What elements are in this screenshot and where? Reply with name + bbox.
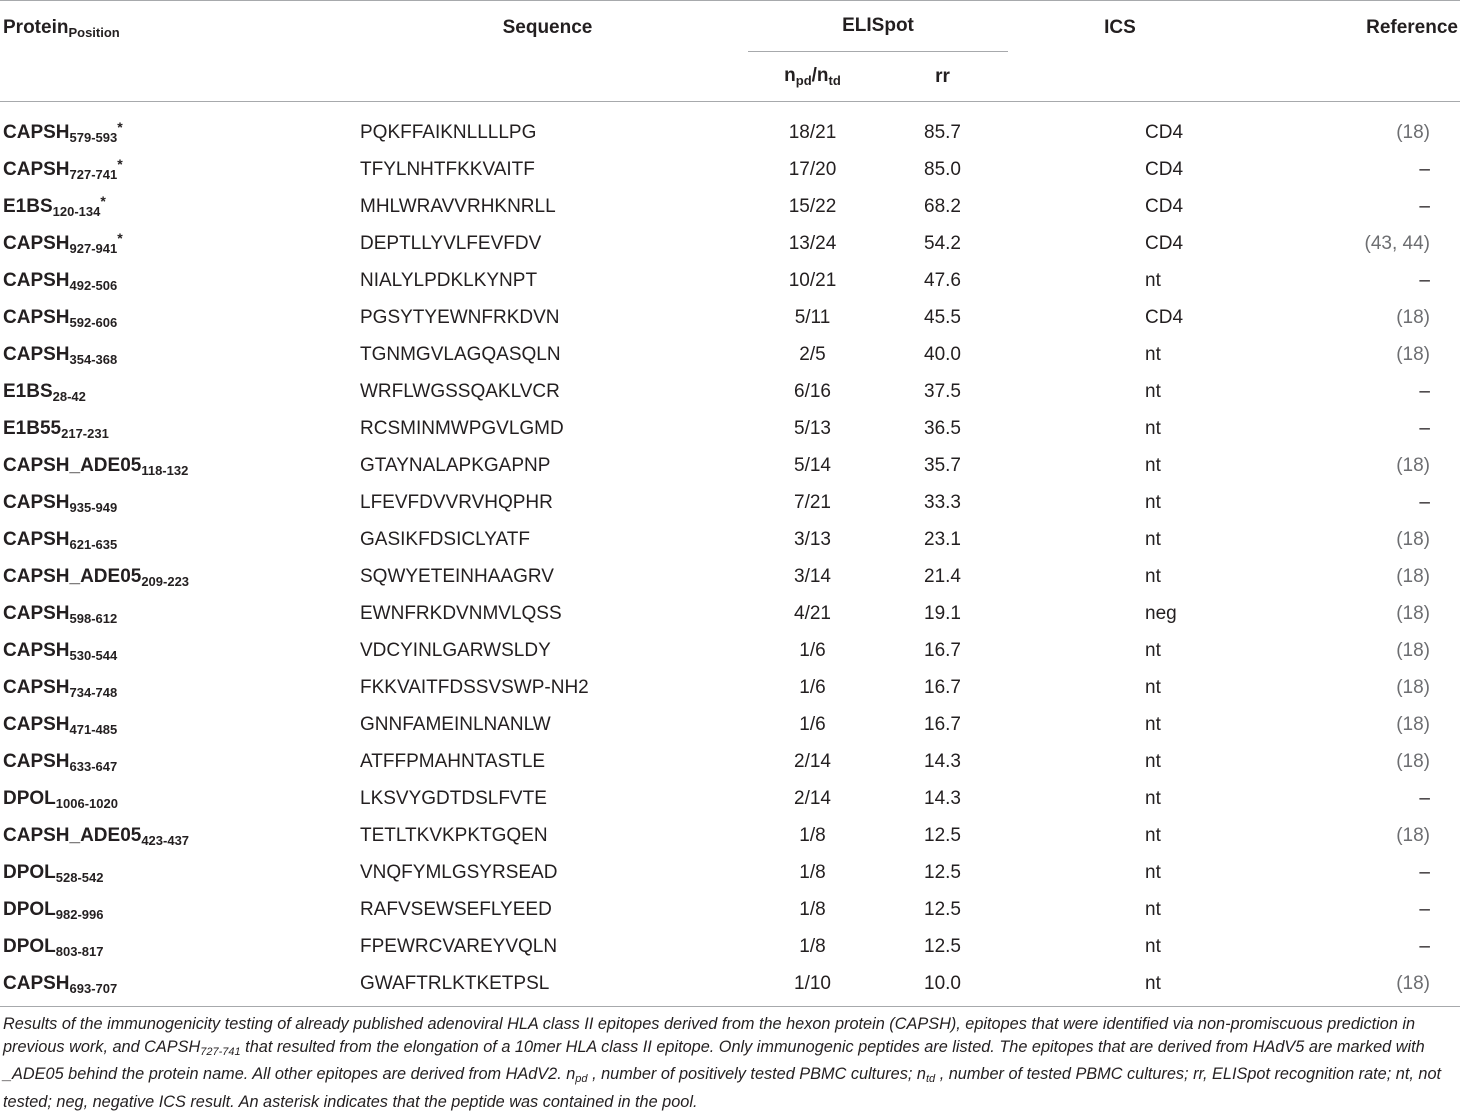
cell-npd-ntd: 7/21 [794, 492, 831, 513]
cell-sequence: NIALYLPDKLKYNPT [360, 270, 538, 291]
cell-sequence: GWAFTRLKTKETPSL [350, 965, 745, 1007]
cell-reference: (18) [1396, 566, 1430, 587]
header-reference: Reference [1235, 1, 1460, 102]
cell-npd-ntd: 1/6 [799, 677, 826, 698]
cell-npd-ntd: 1/6 [799, 714, 826, 735]
cell-rr: 35.7 [924, 455, 961, 476]
cell-sequence: LFEVFDVVRVHQPHR [360, 492, 553, 513]
cell-sequence: SQWYETEINHAAGRV [360, 566, 554, 587]
cell-rr: 37.5 [924, 381, 961, 402]
cell-reference: – [1419, 788, 1430, 809]
cell-rr: 16.7 [924, 640, 961, 661]
cell-protein: $E1B55_{217-231}$ [3, 418, 109, 441]
cell-sequence: RCSMINMWPGVLGMD [360, 418, 564, 439]
cell-protein: $CAPSH_{592-606}$ [3, 307, 118, 330]
cell-npd-ntd: 5/14 [794, 455, 831, 476]
cell-reference: (18) [1396, 122, 1430, 143]
cell-protein: $CAPSH_{927-941}^*$ [3, 230, 123, 256]
cell-protein: $CAPSH_{633-647}$ [3, 751, 118, 774]
cell-protein: $CAPSH\_ADE05_{209-223}$ [3, 566, 190, 589]
cell-ics: CD4 [1145, 122, 1184, 143]
cell-reference: – [1419, 196, 1430, 217]
cell-rr: 14.3 [924, 788, 961, 809]
header-ics: ICS [1005, 1, 1235, 102]
table-row [0, 484, 1460, 521]
cell-ics: nt [1005, 965, 1235, 1007]
cell-ics: nt [1145, 640, 1161, 661]
cell-sequence: VNQFYMLGSYRSEAD [360, 862, 558, 883]
cell-rr: 19.1 [924, 603, 961, 624]
cell-npd-ntd: 2/14 [794, 751, 831, 772]
cell-rr: 12.5 [924, 899, 961, 920]
cell-rr: 36.5 [924, 418, 961, 439]
cell-ics: nt [1145, 936, 1161, 957]
cell-sequence: GTAYNALAPKGAPNP [360, 455, 551, 476]
cell-npd-ntd: 3/13 [794, 529, 831, 550]
cell-rr: 45.5 [924, 307, 961, 328]
cell-protein: $DPOL_{803-817}$ [3, 936, 104, 959]
table-row [0, 336, 1460, 373]
header-elispot: ELISpot [745, 1, 1005, 53]
table-row [0, 558, 1460, 595]
cell-sequence: VDCYINLGARWSLDY [360, 640, 551, 661]
cell-npd-ntd: 1/8 [799, 936, 826, 957]
cell-protein: $E1BS_{28-42}$ [3, 381, 86, 404]
cell-protein: $CAPSH_{492-506}$ [3, 270, 118, 293]
cell-ics: nt [1145, 381, 1161, 402]
cell-rr: 12.5 [924, 862, 961, 883]
cell-ics: nt [1145, 418, 1161, 439]
cell-reference: (18) [1396, 677, 1430, 698]
cell-reference: (18) [1396, 751, 1430, 772]
table-row [0, 410, 1460, 447]
cell-rr: 54.2 [924, 233, 961, 254]
cell-npd-ntd: 5/11 [794, 307, 831, 328]
cell-sequence: GNNFAMEINLNANLW [360, 714, 551, 735]
cell-rr: 33.3 [924, 492, 961, 513]
cell-npd-ntd: 17/20 [788, 159, 837, 180]
cell-reference: – [1419, 862, 1430, 883]
cell-npd-ntd: 18/21 [788, 122, 837, 143]
cell-protein: $CAPSH_{727-741}^*$ [3, 156, 123, 182]
cell-npd-ntd: 15/22 [788, 196, 837, 217]
cell-rr: 47.6 [924, 270, 961, 291]
cell-protein: $DPOL_{528-542}$ [3, 862, 104, 885]
cell-npd-ntd: 1/10 [745, 965, 880, 1007]
cell-ics: CD4 [1145, 159, 1184, 180]
cell-rr: 21.4 [924, 566, 961, 587]
cell-reference: (18) [1396, 529, 1430, 550]
cell-reference: (18) [1396, 603, 1430, 624]
table-row [0, 447, 1460, 484]
cell-ics: neg [1145, 603, 1177, 624]
cell-ics: nt [1145, 492, 1161, 513]
cell-ics: nt [1145, 529, 1161, 550]
cell-sequence: PQKFFAIKNLLLLPG [360, 122, 537, 143]
table-row [0, 151, 1460, 188]
cell-sequence: ATFFPMAHNTASTLE [360, 751, 546, 772]
table-header [0, 1, 1460, 102]
cell-rr: 23.1 [924, 529, 961, 550]
table-row [0, 521, 1460, 558]
cell-protein: $CAPSH_{471-485}$ [3, 714, 118, 737]
cell-rr: 68.2 [924, 196, 961, 217]
table-row [0, 743, 1460, 780]
cell-protein: $CAPSH_{935-949}$ [3, 492, 118, 515]
table-row [0, 632, 1460, 669]
table-row [0, 373, 1460, 410]
cell-protein: $CAPSH_{621-635}$ [3, 529, 118, 552]
cell-npd-ntd: 2/14 [794, 788, 831, 809]
cell-rr: 16.7 [924, 677, 961, 698]
cell-ics: nt [1145, 344, 1161, 365]
header-npd-ntd: $n_{pd}/n_{td}$ [784, 65, 841, 88]
table-row [0, 225, 1460, 262]
cell-sequence: TETLTKVKPKTGQEN [360, 825, 548, 846]
cell-sequence: GASIKFDSICLYATF [360, 529, 530, 550]
cell-rr: 10.0 [880, 965, 1005, 1007]
cell-sequence: FKKVAITFDSSVSWP-NH2 [360, 677, 589, 698]
cell-ics: nt [1145, 566, 1161, 587]
cell-reference: – [1419, 270, 1430, 291]
cell-reference: (18) [1396, 455, 1430, 476]
cell-rr: 14.3 [924, 751, 961, 772]
cell-ics: CD4 [1145, 196, 1184, 217]
cell-npd-ntd: 6/16 [794, 381, 831, 402]
cell-ics: nt [1145, 714, 1161, 735]
cell-ics: nt [1145, 751, 1161, 772]
cell-protein: $CAPSH_{579-593}^*$ [3, 119, 123, 145]
cell-protein: $CAPSH_{693-707}$ [0, 965, 350, 1007]
cell-reference: – [1419, 936, 1430, 957]
table-row [0, 262, 1460, 299]
cell-sequence: DEPTLLYVLFEVFDV [360, 233, 542, 254]
cell-npd-ntd: 1/6 [799, 640, 826, 661]
cell-protein: $DPOL_{1006-1020}$ [3, 788, 118, 811]
cell-ics: nt [1145, 862, 1161, 883]
cell-npd-ntd: 1/8 [799, 899, 826, 920]
cell-reference: (43, 44) [1364, 233, 1430, 254]
cell-reference: (18) [1396, 344, 1430, 365]
table-row [0, 817, 1460, 854]
header-protein: Protein$_{Position}$ [0, 1, 350, 102]
cell-ics: CD4 [1145, 233, 1184, 254]
cell-reference: (18) [1396, 640, 1430, 661]
cell-sequence: LKSVYGDTDSLFVTE [360, 788, 547, 809]
cell-sequence: EWNFRKDVNMVLQSS [360, 603, 562, 624]
table-body [0, 102, 1460, 1007]
table-row [0, 706, 1460, 743]
header-sequence: Sequence [350, 1, 745, 102]
table-row [0, 188, 1460, 225]
cell-sequence: FPEWRCVAREYVQLN [360, 936, 558, 957]
cell-rr: 12.5 [924, 936, 961, 957]
table-row [0, 102, 1460, 152]
cell-rr: 16.7 [924, 714, 961, 735]
table-row [0, 965, 1460, 1007]
cell-protein: $DPOL_{982-996}$ [3, 899, 104, 922]
table-row [0, 854, 1460, 891]
table-row [0, 780, 1460, 817]
cell-npd-ntd: 13/24 [788, 233, 837, 254]
cell-protein: $CAPSH_{354-368}$ [3, 344, 118, 367]
table-row [0, 595, 1460, 632]
cell-rr: 85.7 [924, 122, 961, 143]
cell-npd-ntd: 1/8 [799, 862, 826, 883]
cell-rr: 12.5 [924, 825, 961, 846]
cell-ics: nt [1145, 825, 1161, 846]
table-row [0, 928, 1460, 965]
cell-protein: $CAPSH_{598-612}$ [3, 603, 118, 626]
cell-npd-ntd: 5/13 [794, 418, 831, 439]
cell-ics: nt [1145, 270, 1161, 291]
cell-sequence: MHLWRAVVRHKNRLL [360, 196, 556, 217]
cell-npd-ntd: 3/14 [794, 566, 831, 587]
cell-ics: nt [1145, 455, 1161, 476]
cell-reference: (18) [1235, 965, 1460, 1007]
table-row [0, 299, 1460, 336]
cell-protein: $E1BS_{120-134}^*$ [3, 193, 106, 219]
cell-protein: $CAPSH_{530-544}$ [3, 640, 118, 663]
cell-npd-ntd: 4/21 [794, 603, 831, 624]
cell-sequence: PGSYTYEWNFRKDVN [360, 307, 560, 328]
cell-reference: – [1419, 381, 1430, 402]
cell-protein: $CAPSH_{734-748}$ [3, 677, 118, 700]
cell-npd-ntd: 10/21 [788, 270, 837, 291]
cell-reference: (18) [1396, 825, 1430, 846]
cell-rr: 40.0 [924, 344, 961, 365]
cell-ics: CD4 [1145, 307, 1184, 328]
cell-ics: nt [1145, 899, 1161, 920]
cell-sequence: RAFVSEWSEFLYEED [360, 899, 552, 920]
cell-ics: nt [1145, 677, 1161, 698]
cell-reference: – [1419, 418, 1430, 439]
cell-sequence: WRFLWGSSQAKLVCR [360, 381, 560, 402]
cell-protein: $CAPSH\_ADE05_{118-132}$ [3, 455, 189, 478]
cell-reference: (18) [1396, 307, 1430, 328]
header-rr: rr [935, 65, 950, 87]
table-row [0, 891, 1460, 928]
cell-reference: (18) [1396, 714, 1430, 735]
cell-npd-ntd: 1/8 [799, 825, 826, 846]
cell-reference: – [1419, 899, 1430, 920]
cell-sequence: TGNMGVLAGQASQLN [360, 344, 561, 365]
cell-reference: – [1419, 492, 1430, 513]
table-row [0, 669, 1460, 706]
cell-npd-ntd: 2/5 [799, 344, 826, 365]
cell-ics: nt [1145, 788, 1161, 809]
cell-reference: – [1419, 159, 1430, 180]
cell-protein: $CAPSH\_ADE05_{423-437}$ [3, 825, 190, 848]
cell-rr: 85.0 [924, 159, 961, 180]
cell-sequence: TFYLNHTFKKVAITF [360, 159, 535, 180]
table-caption: Results of the immunogenicity testing of already published adenoviral HLA class II epitopes derived from the hexon protein (CAPSH), epitopes that were identified via non-promiscuous prediction in previous work, and CAPSH727-741 that resulted from the elongation of a 10mer HLA class II epitope. Only immunogenic peptides are listed. The epitopes that are derived from HAdV5 are marked with _ADE05 behind the protein name. All other epitopes are derived from HAdV2. npd , number of positively tested PBMC cultures; ntd , number of tested PBMC cultures; rr, ELISpot recognition rate; nt, not tested; neg, negative ICS result. An asterisk indicates that the peptide was contained in the pool. [3, 1015, 1442, 1111]
